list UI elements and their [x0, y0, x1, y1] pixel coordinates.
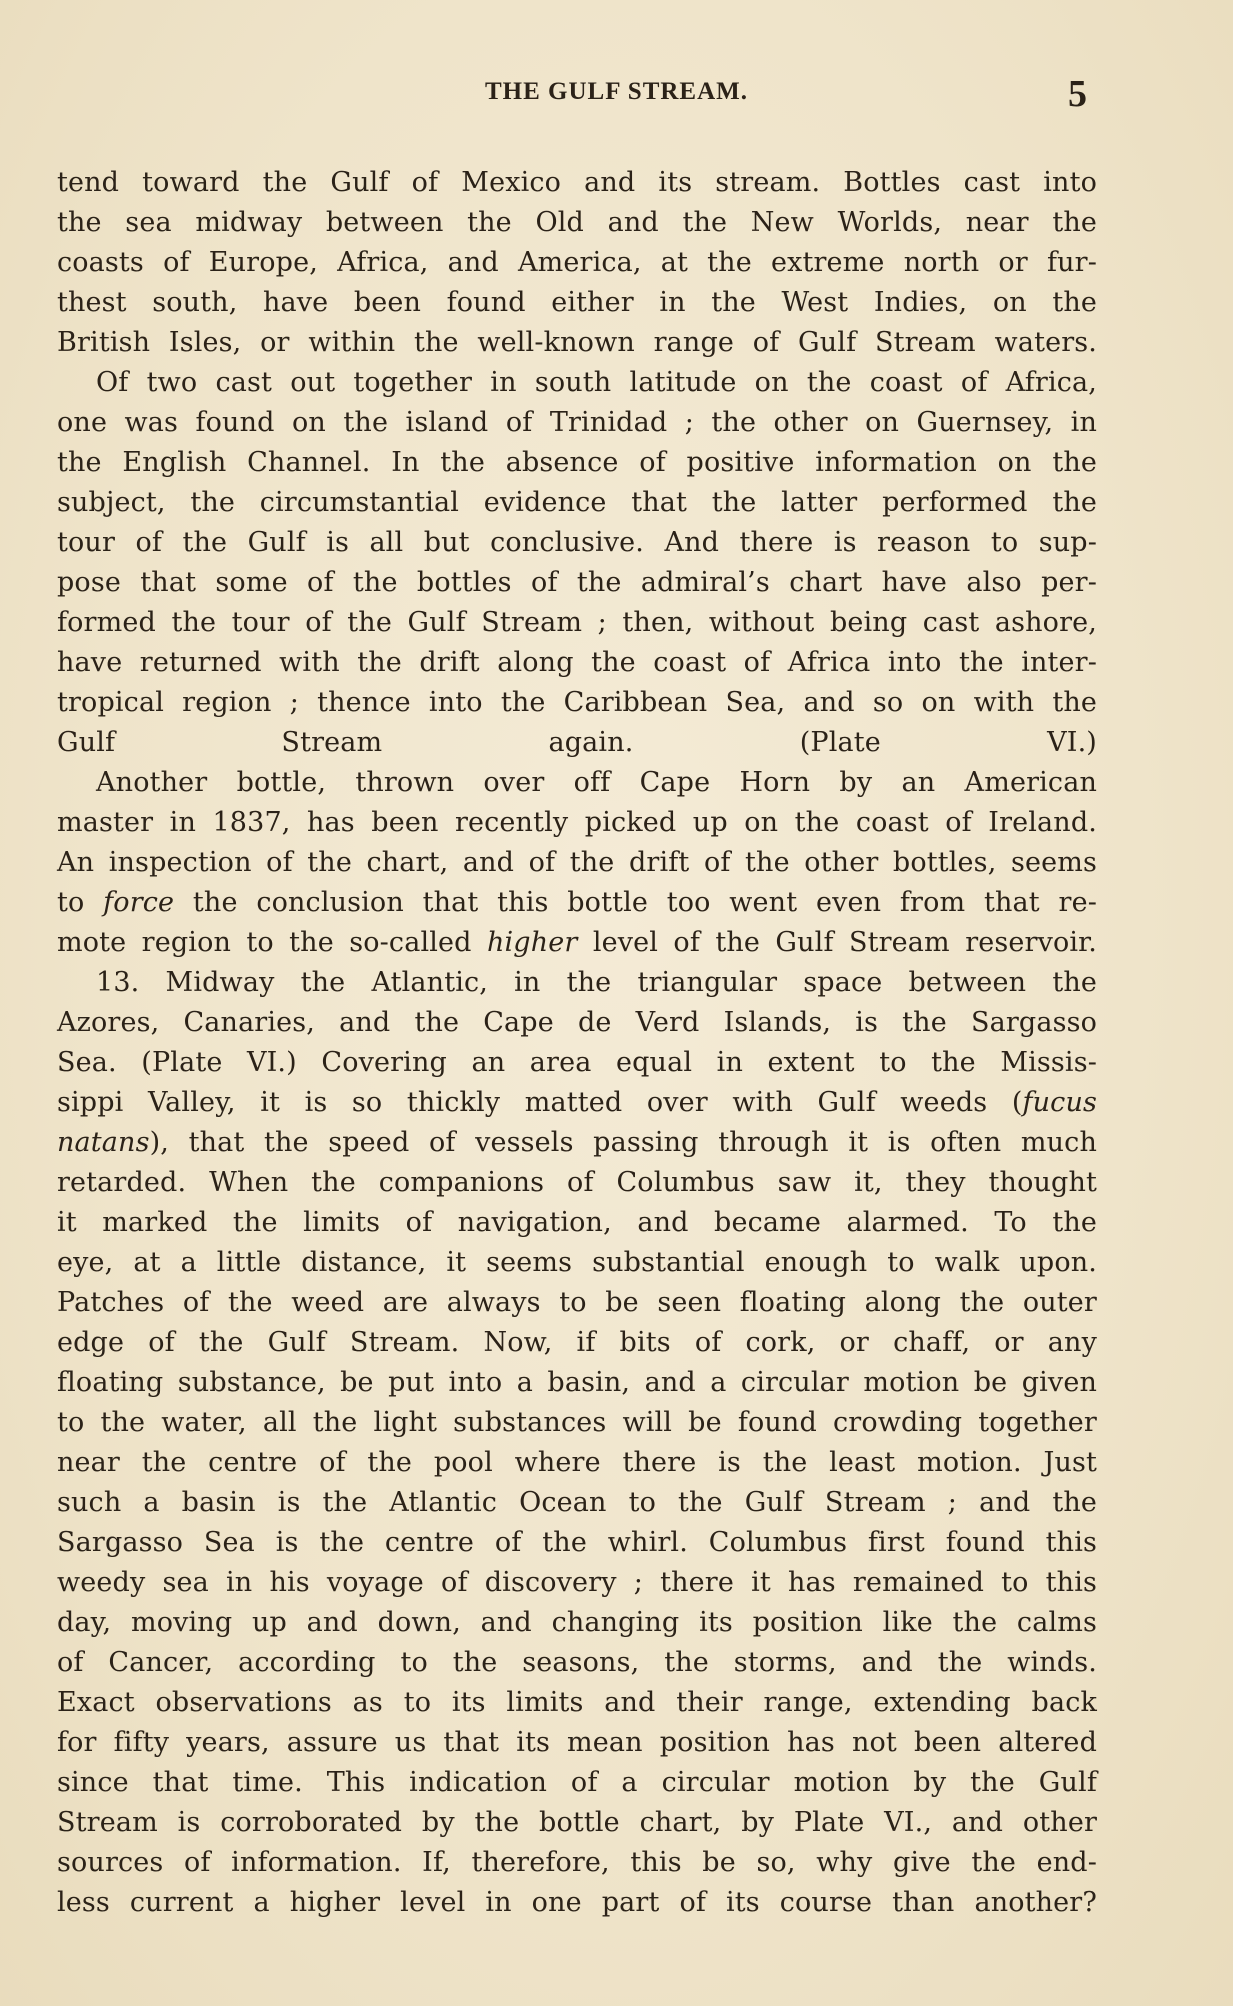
text-line: pose that some of the bottles of the admiral’s chart have also per- — [57, 567, 1097, 598]
page-header — [0, 73, 1233, 118]
text-line: Azores, Canaries, and the Cape de Verd Islands, is the Sargasso — [57, 1007, 1097, 1038]
text-line: formed the tour of the Gulf Stream ; then, without being cast ashore, — [57, 607, 1097, 638]
text-line: master in 1837, has been recently picked up on the coast of Ireland. — [57, 807, 1097, 838]
text-line: less current a higher level in one part of its course than another? — [57, 1887, 1097, 1918]
text-line: Patches of the weed are always to be seen floating along the outer — [57, 1287, 1097, 1318]
text-line: coasts of Europe, Africa, and America, at the extreme north or fur- — [57, 247, 1097, 278]
text-line: have returned with the drift along the coast of Africa into the inter- — [57, 647, 1097, 678]
page-number: 5 — [1068, 73, 1087, 115]
text-line: near the centre of the pool where there is the least motion. Just — [57, 1447, 1097, 1478]
text-line: retarded. When the companions of Columbus saw it, they thought — [57, 1167, 1097, 1198]
text-line: since that time. This indication of a circular motion by the Gulf — [57, 1767, 1097, 1798]
text-line: such a basin is the Atlantic Ocean to the Gulf Stream ; and the — [57, 1487, 1097, 1518]
italic-term: higher — [486, 927, 578, 958]
text-line: Exact observations as to its limits and their range, extending back — [57, 1687, 1097, 1718]
text-line — [57, 1123, 1097, 1163]
italic-term: force — [103, 887, 175, 918]
text-line — [57, 883, 1097, 923]
italic-term: natans — [57, 1127, 150, 1158]
text-segment: level of the Gulf Stream reservoir. — [577, 927, 1097, 958]
text-line: subject, the circumstantial evidence that the latter performed the — [57, 487, 1097, 518]
text-segment: mote region to the so-called — [57, 927, 487, 958]
text-line: floating substance, be put into a basin, and a circular motion be given — [57, 1367, 1097, 1398]
text-segment: sippi Valley, it is so thickly matted over with Gulf weeds ( — [57, 1087, 1023, 1118]
text-line: Another bottle, thrown over off Cape Horn by an American — [96, 767, 1097, 798]
text-line: Sea. (Plate VI.) Covering an area equal in extent to the Missis- — [57, 1047, 1097, 1078]
text-line: the sea midway between the Old and the New Worlds, near the — [57, 207, 1097, 238]
italic-term: fucus — [1022, 1087, 1097, 1118]
text-segment: to — [57, 887, 104, 918]
text-line: 13. Midway the Atlantic, in the triangular space between the — [96, 967, 1097, 998]
running-head: THE GULF STREAM. — [484, 78, 749, 105]
text-line: the English Channel. In the absence of positive information on the — [57, 447, 1097, 478]
text-line: edge of the Gulf Stream. Now, if bits of cork, or chaff, or any — [57, 1327, 1097, 1358]
text-line: sources of information. If, therefore, this be so, why give the end- — [57, 1847, 1097, 1878]
text-line: day, moving up and down, and changing its position like the calms — [57, 1607, 1097, 1638]
text-line: An inspection of the chart, and of the drift of the other bottles, seems — [57, 847, 1097, 878]
text-line: Stream is corroborated by the bottle chart, by Plate VI., and other — [57, 1807, 1097, 1838]
text-segment: the conclusion that this bottle too went even from that re- — [174, 887, 1097, 918]
text-line: tropical region ; thence into the Caribbean Sea, and so on with the — [57, 687, 1097, 718]
text-line: Of two cast out together in south latitude on the coast of Africa, — [96, 367, 1097, 398]
text-line: one was found on the island of Trinidad ; the other on Guernsey, in — [57, 407, 1097, 438]
text-line: British Isles, or within the well-known range of Gulf Stream waters. — [57, 327, 1097, 358]
text-line: tour of the Gulf is all but conclusive. And there is reason to sup- — [57, 527, 1097, 558]
text-line: Sargasso Sea is the centre of the whirl. Columbus first found this — [57, 1527, 1097, 1558]
text-segment: ), that the speed of vessels passing through it is often much — [149, 1127, 1097, 1158]
text-line: weedy sea in his voyage of discovery ; there it has remained to this — [57, 1567, 1097, 1598]
text-line: of Cancer, according to the seasons, the storms, and the winds. — [57, 1647, 1097, 1678]
text-line — [57, 1083, 1097, 1123]
text-line — [57, 923, 1097, 963]
text-line: tend toward the Gulf of Mexico and its stream. Bottles cast into — [57, 167, 1097, 198]
text-line: Gulf Stream again. (Plate VI.) — [57, 727, 1097, 758]
text-line: eye, at a little distance, it seems substantial enough to walk upon. — [57, 1247, 1097, 1278]
body-text — [57, 163, 1097, 1923]
text-line: for fifty years, assure us that its mean position has not been altered — [57, 1727, 1097, 1758]
text-line: to the water, all the light substances will be found crowding together — [57, 1407, 1097, 1438]
text-line: it marked the limits of navigation, and became alarmed. To the — [57, 1207, 1097, 1238]
text-line: thest south, have been found either in the West Indies, on the — [57, 287, 1097, 318]
